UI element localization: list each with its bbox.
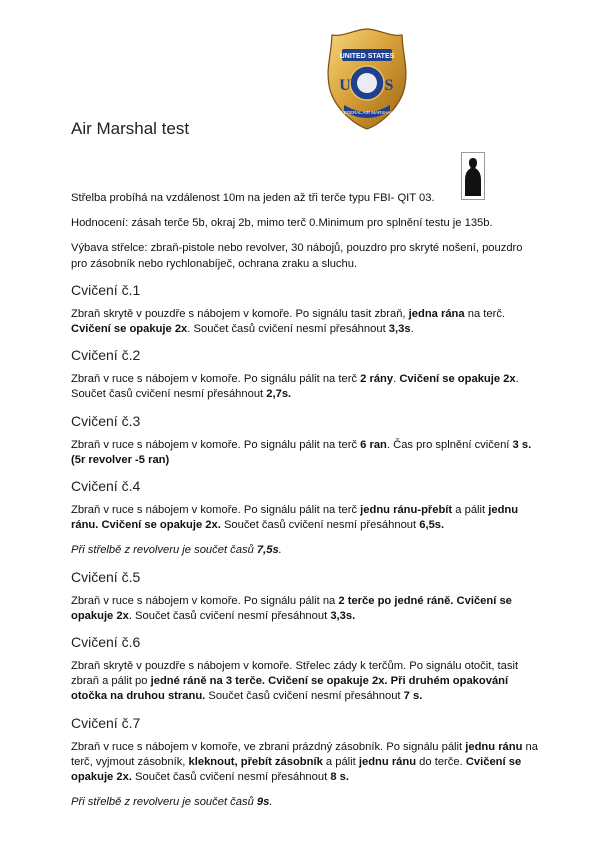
svg-text:S: S xyxy=(384,77,394,94)
exercise-4-text: Zbraň v ruce s nábojem v komoře. Po signálu pálit na terč jednu ránu-přebít a pálit jednu ránu. Cvičení se opakuje 2x. Součet časů cvičení nesmí přesáhnout 6,5s. xyxy=(71,504,519,532)
exercise-3-heading: Cvičení č.3 xyxy=(71,412,141,429)
exercise-2-text: Zbraň v ruce s nábojem v komoře. Po signálu pálit na terč 2 rány. Cvičení se opakuje 2x. Součet časů cvičení nesmí přesáhnout 2,7s. xyxy=(71,373,519,401)
intro-paragraph-3: Výbava střelce: zbraň-pistole nebo revolver, 30 nábojů, pouzdro pro skryté nošení, pouzdro pro zásobník nebo rychlonabíječ, ochrana zraku a sluchu. xyxy=(71,242,523,270)
exercise-3-text: Zbraň v ruce s nábojem v komoře. Po signálu pálit na terč 6 ran. Čas pro splnění cvičení 3 s. (5r revolver -5 ran) xyxy=(71,438,532,466)
federal-air-marshal-badge-icon xyxy=(326,27,408,131)
document-title: Air Marshal test xyxy=(71,119,190,138)
svg-text:FEDERAL AIR MARSHAL: FEDERAL AIR MARSHAL xyxy=(340,110,394,115)
exercise-4-heading: Cvičení č.4 xyxy=(71,478,141,495)
exercise-7-text: Zbraň v ruce s nábojem v komoře, ve zbrani prázdný zásobník. Po signálu pálit jednu ránu na terč, vyjmout zásobník, kleknout, přebít zásobník a pálit jednu ránu do terče. Cvičení se opakuje 2x. Součet časů cvičení nesmí přesáhnout 8 s. xyxy=(71,740,538,784)
exercise-2-heading: Cvičení č.2 xyxy=(71,347,141,364)
exercise-4-revolver-note: Při střelbě z revolveru je součet časů 7,5s. xyxy=(71,544,282,557)
intro-paragraph-1: Střelba probíhá na vzdálenost 10m na jeden až tři terče typu FBI- QIT 03. xyxy=(71,192,435,204)
exercise-7-revolver-note: Při střelbě z revolveru je součet časů 9s. xyxy=(71,796,273,809)
exercise-1-text: Zbraň skrytě v pouzdře s nábojem v komoře. Po signálu tasit zbraň, jedna rána na terč. Cvičení se opakuje 2x. Součet časů cvičení nesmí přesáhnout 3,3s. xyxy=(71,307,506,336)
exercise-5-text: Zbraň v ruce s nábojem v komoře. Po signálu pálit na 2 terče po jedné ráně. Cvičení se opakuje 2x. Součet časů cvičení nesmí přesáhnout 3,3s. xyxy=(71,594,512,622)
svg-text:U: U xyxy=(339,77,351,94)
exercise-6-text: Zbraň skrytě v pouzdře s nábojem v komoře. Střelec zády k terčům. Po signálu otočit, tasit zbraň a pálit po jedné ráně na 3 terče. Cvičení se opakuje 2x. Při druhém opakování otočka na druhou stranu. Součet časů cvičení nesmí přesáhnout 7 s. xyxy=(71,660,519,703)
intro-paragraph-2: Hodnocení: zásah terče 5b, okraj 2b, mimo terč 0.Minimum pro splnění testu je 135b. xyxy=(71,217,493,230)
exercise-6-heading: Cvičení č.6 xyxy=(71,634,141,651)
svg-text:UNITED STATES: UNITED STATES xyxy=(339,53,395,60)
exercise-5-heading: Cvičení č.5 xyxy=(71,568,141,585)
document-body xyxy=(71,191,541,820)
exercise-7-heading: Cvičení č.7 xyxy=(71,714,141,731)
exercise-1-heading: Cvičení č.1 xyxy=(71,281,141,298)
